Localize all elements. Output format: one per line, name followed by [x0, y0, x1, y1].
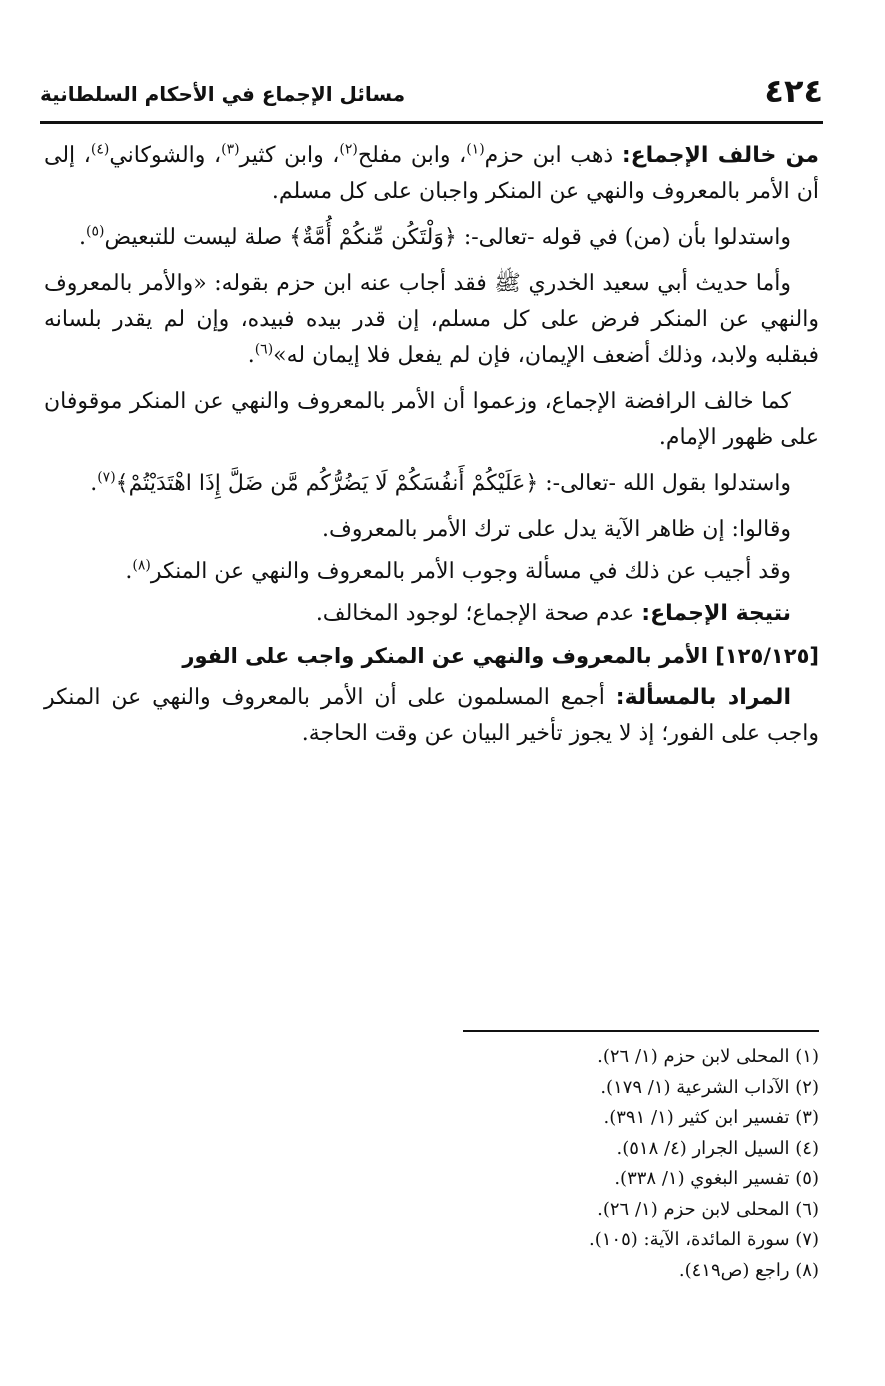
footnote-ref[interactable]: (٣)	[221, 141, 240, 158]
quran-quote: ﴿عَلَيْكُمْ أَنفُسَكُمْ لَا يَضُرُّكُم مَّن ضَلَّ إِذَا اهْتَدَيْتُمْ﴾	[115, 471, 539, 496]
page-header	[40, 68, 823, 120]
paragraph-rafida	[44, 384, 819, 456]
footnote-4: (٤) السيل الجرار (٤/ ٥١٨).	[616, 1137, 819, 1159]
text-run: ، وابن كثير	[239, 143, 340, 168]
footnote-7: (٧) سورة المائدة، الآية: (١٠٥).	[589, 1229, 819, 1250]
text-run: واستدلوا بأن (من) في قوله -تعالى-:	[456, 225, 791, 250]
footnote-ref[interactable]: (٢)	[339, 141, 358, 158]
paragraph-lead: المراد بالمسألة:	[615, 685, 791, 710]
page-number: ٤٢٤	[764, 72, 823, 110]
footnote-ref[interactable]: (١)	[466, 141, 485, 158]
footnote-3: (٣) تفسير ابن كثير (١/ ٣٩١).	[603, 1107, 819, 1128]
text-run: أجمع المسلمون على أن الأمر بالمعروف والنهي عن المنكر واجب على الفور؛ إذ لا يجوز تأخير البيان عن وقت الحاجة.	[44, 685, 819, 746]
text-run: كما خالف الرافضة الإجماع، وزعموا أن الأمر بالمعروف والنهي عن المنكر موقوفان على ظهور الإمام.	[44, 389, 819, 450]
footnotes	[44, 1042, 819, 1286]
footnote-5: (٥) تفسير البغوي (١/ ٣٣٨).	[614, 1168, 819, 1189]
paragraph-hadith	[44, 266, 819, 374]
paragraph-claim	[44, 512, 819, 548]
footnote-ref[interactable]: (٥)	[86, 223, 105, 240]
footnote-8: (٨) راجع (ص٤١٩).	[678, 1259, 819, 1281]
text-run: .	[247, 343, 255, 368]
text-run: وقد أجيب عن ذلك في مسألة وجوب الأمر بالمعروف والنهي عن المنكر	[150, 559, 791, 584]
running-title: مسائل الإجماع في الأحكام السلطانية	[40, 82, 406, 106]
text-run: واستدلوا بقول الله -تعالى-:	[538, 471, 791, 496]
footnote-rule	[463, 1030, 819, 1032]
paragraph-meaning	[44, 680, 819, 752]
paragraph-evidence-1	[44, 220, 819, 256]
paragraph-result	[44, 596, 819, 632]
paragraph-evidence-2	[44, 466, 819, 502]
quran-quote: ﴿وَلْتَكُن مِّنكُمْ أُمَّةٌ﴾	[289, 225, 457, 250]
footnote-2: (٢) الآداب الشرعية (١/ ١٧٩).	[600, 1076, 819, 1098]
paragraph-opponents	[44, 138, 819, 210]
section-heading: [١٢٥/١٢٥] الأمر بالمعروف والنهي عن المنكر واجب على الفور	[182, 644, 819, 668]
paragraph-lead: نتيجة الإجماع:	[641, 601, 791, 626]
text-run: .	[90, 471, 98, 496]
text-run: ، والشوكاني	[109, 143, 222, 168]
text-run: ، إلى أن الأمر بالمعروف والنهي عن المنكر واجبان على كل مسلم.	[44, 143, 819, 204]
text-run: .	[79, 225, 87, 250]
text-run: صلة ليست للتبعيض	[104, 225, 290, 250]
text-run: ، وابن مفلح	[357, 143, 467, 168]
header-rule	[40, 121, 823, 124]
text-run: ذهب ابن حزم	[484, 143, 622, 168]
text-run: .	[125, 559, 133, 584]
main-text	[44, 138, 819, 762]
footnote-ref[interactable]: (٤)	[90, 141, 110, 158]
text-run: وقالوا: إن ظاهر الآية يدل على ترك الأمر بالمعروف.	[322, 517, 791, 542]
paragraph-lead: من خالف الإجماع:	[621, 143, 819, 168]
footnote-ref[interactable]: (٧)	[97, 469, 116, 486]
paragraph-response	[44, 554, 819, 590]
footnote-6: (٦) المحلى لابن حزم (١/ ٢٦).	[597, 1198, 819, 1220]
footnote-1: (١) المحلى لابن حزم (١/ ٢٦).	[597, 1046, 819, 1067]
footnote-ref[interactable]: (٦)	[254, 341, 274, 358]
text-run: وأما حديث أبي سعيد الخدري ﷺ فقد أجاب عنه ابن حزم بقوله: «والأمر بالمعروف والنهي عن المنكر فرض على كل مسلم، إن قدر بيده فبيده، وإن لم يقدر بلسانه فبقلبه ولابد، وذلك أضعف الإيمان، فإن لم يفعل فلا إيمان له»	[44, 271, 819, 368]
footnote-ref[interactable]: (٨)	[132, 557, 151, 574]
text-run: عدم صحة الإجماع؛ لوجود المخالف.	[315, 601, 642, 626]
